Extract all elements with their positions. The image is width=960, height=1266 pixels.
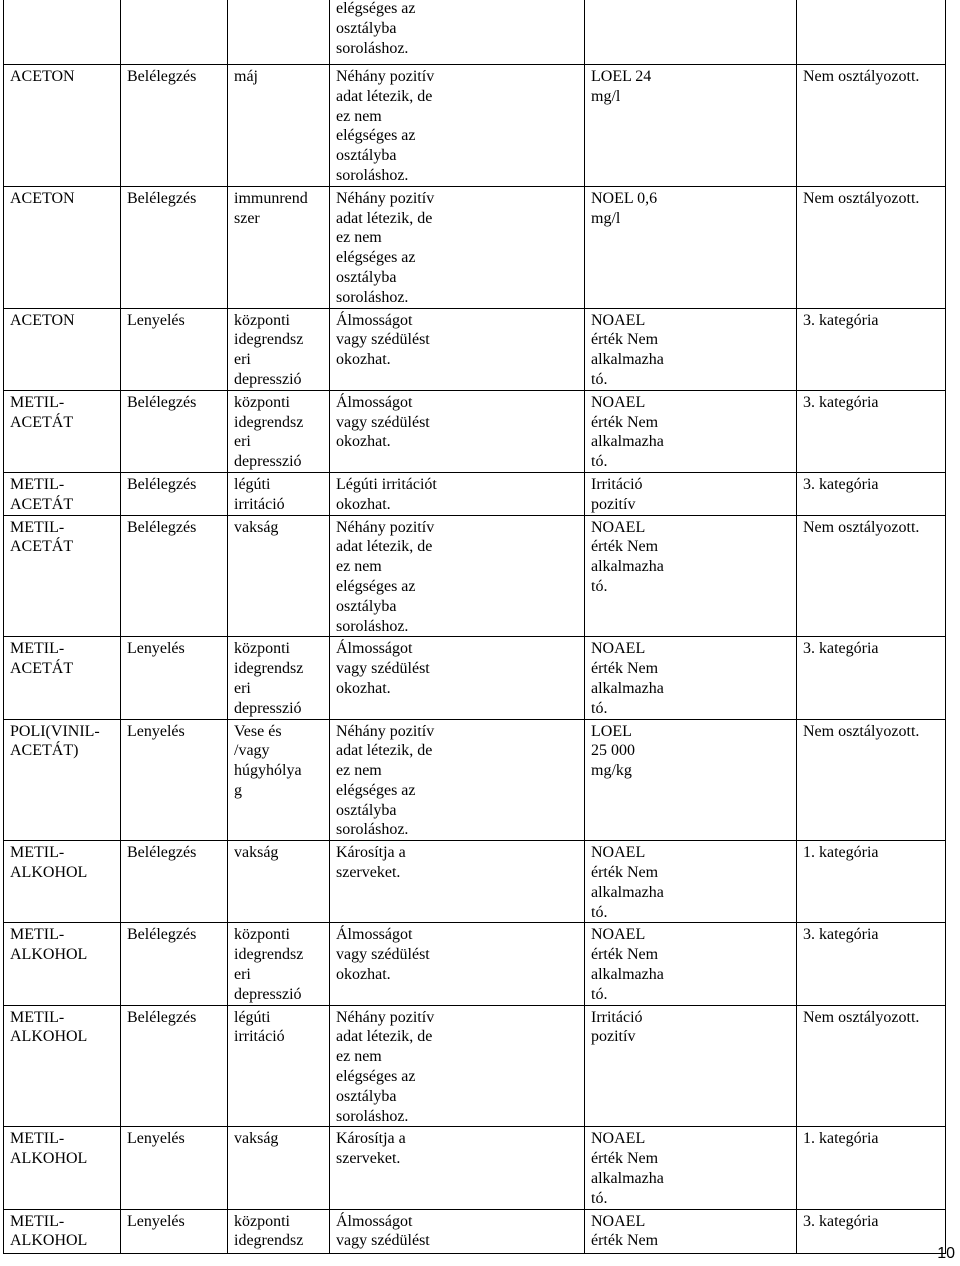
route-cell: Lenyelés bbox=[121, 1209, 228, 1253]
substance-cell: ACETON bbox=[4, 65, 121, 187]
classification-cell: Nem osztályozott. bbox=[797, 65, 946, 187]
value-cell: Irritáció pozitív bbox=[585, 1005, 797, 1127]
organ-cell: központi idegrendsz eri depresszió bbox=[228, 308, 330, 390]
organ-cell: máj bbox=[228, 65, 330, 187]
route-cell: Belélegzés bbox=[121, 1005, 228, 1127]
value-cell: NOAEL érték Nem bbox=[585, 1209, 797, 1253]
organ-cell: központi idegrendsz bbox=[228, 1209, 330, 1253]
value-cell: NOAEL érték Nem alkalmazha tó. bbox=[585, 390, 797, 472]
classification-cell: Nem osztályozott. bbox=[797, 515, 946, 637]
substance-cell: METIL- ACETÁT bbox=[4, 637, 121, 719]
classification-cell: 3. kategória bbox=[797, 390, 946, 472]
table-row bbox=[4, 1209, 946, 1253]
substance-cell: METIL- ACETÁT bbox=[4, 515, 121, 637]
page-number: 10 bbox=[937, 1245, 955, 1262]
route-cell: Lenyelés bbox=[121, 719, 228, 841]
value-cell bbox=[585, 0, 797, 65]
classification-cell: 3. kategória bbox=[797, 1209, 946, 1253]
effect-cell: Néhány pozitív adat létezik, de ez nem elégséges az osztályba soroláshoz. bbox=[330, 719, 585, 841]
classification-cell: Nem osztályozott. bbox=[797, 1005, 946, 1127]
organ-cell bbox=[228, 0, 330, 65]
effect-cell: Néhány pozitív adat létezik, de ez nem elégséges az osztályba soroláshoz. bbox=[330, 65, 585, 187]
organ-cell: központi idegrendsz eri depresszió bbox=[228, 390, 330, 472]
table-row bbox=[4, 637, 946, 719]
organ-cell: immunrend szer bbox=[228, 186, 330, 308]
effect-cell: Álmosságot vagy szédülést bbox=[330, 1209, 585, 1253]
route-cell: Belélegzés bbox=[121, 923, 228, 1005]
classification-cell: Nem osztályozott. bbox=[797, 719, 946, 841]
classification-cell: 3. kategória bbox=[797, 472, 946, 515]
effect-cell: Álmosságot vagy szédülést okozhat. bbox=[330, 923, 585, 1005]
effect-cell: Légúti irritációt okozhat. bbox=[330, 472, 585, 515]
substance-cell: METIL- ACETÁT bbox=[4, 472, 121, 515]
table-row bbox=[4, 472, 946, 515]
table-row bbox=[4, 1005, 946, 1127]
classification-cell bbox=[797, 0, 946, 65]
organ-cell: légúti irritáció bbox=[228, 1005, 330, 1127]
route-cell bbox=[121, 0, 228, 65]
table-row bbox=[4, 65, 946, 187]
substance-cell: ACETON bbox=[4, 308, 121, 390]
table-row bbox=[4, 923, 946, 1005]
value-cell: NOAEL érték Nem alkalmazha tó. bbox=[585, 923, 797, 1005]
classification-cell: 3. kategória bbox=[797, 308, 946, 390]
effect-cell: Károsítja a szerveket. bbox=[330, 1127, 585, 1209]
effect-cell: Álmosságot vagy szédülést okozhat. bbox=[330, 308, 585, 390]
substance-cell: METIL- ALKOHOL bbox=[4, 1005, 121, 1127]
table-row bbox=[4, 1127, 946, 1209]
classification-cell: 3. kategória bbox=[797, 923, 946, 1005]
route-cell: Belélegzés bbox=[121, 65, 228, 187]
effect-cell: Néhány pozitív adat létezik, de ez nem elégséges az osztályba soroláshoz. bbox=[330, 186, 585, 308]
route-cell: Lenyelés bbox=[121, 308, 228, 390]
classification-cell: Nem osztályozott. bbox=[797, 186, 946, 308]
route-cell: Belélegzés bbox=[121, 472, 228, 515]
table-row bbox=[4, 841, 946, 923]
classification-cell: 3. kategória bbox=[797, 637, 946, 719]
substance-cell bbox=[4, 0, 121, 65]
route-cell: Belélegzés bbox=[121, 390, 228, 472]
value-cell: NOAEL érték Nem alkalmazha tó. bbox=[585, 841, 797, 923]
route-cell: Belélegzés bbox=[121, 186, 228, 308]
substance-cell: ACETON bbox=[4, 186, 121, 308]
organ-cell: központi idegrendsz eri depresszió bbox=[228, 923, 330, 1005]
classification-cell: 1. kategória bbox=[797, 1127, 946, 1209]
substance-cell: METIL- ALKOHOL bbox=[4, 1127, 121, 1209]
table-row bbox=[4, 0, 946, 65]
table-row bbox=[4, 515, 946, 637]
value-cell: LOEL 24 mg/l bbox=[585, 65, 797, 187]
effect-cell: Álmosságot vagy szédülést okozhat. bbox=[330, 390, 585, 472]
classification-cell: 1. kategória bbox=[797, 841, 946, 923]
table-row bbox=[4, 390, 946, 472]
substance-cell: METIL- ALKOHOL bbox=[4, 841, 121, 923]
effect-cell: Néhány pozitív adat létezik, de ez nem elégséges az osztályba soroláshoz. bbox=[330, 1005, 585, 1127]
value-cell: Irritáció pozitív bbox=[585, 472, 797, 515]
substance-cell: METIL- ALKOHOL bbox=[4, 923, 121, 1005]
effect-cell: Néhány pozitív adat létezik, de ez nem elégséges az osztályba soroláshoz. bbox=[330, 515, 585, 637]
value-cell: NOAEL érték Nem alkalmazha tó. bbox=[585, 637, 797, 719]
organ-cell: vakság bbox=[228, 515, 330, 637]
organ-cell: vakság bbox=[228, 1127, 330, 1209]
value-cell: NOAEL érték Nem alkalmazha tó. bbox=[585, 1127, 797, 1209]
substance-cell: METIL- ACETÁT bbox=[4, 390, 121, 472]
route-cell: Belélegzés bbox=[121, 515, 228, 637]
value-cell: NOAEL érték Nem alkalmazha tó. bbox=[585, 515, 797, 637]
value-cell: NOEL 0,6 mg/l bbox=[585, 186, 797, 308]
substance-cell: POLI(VINIL- ACETÁT) bbox=[4, 719, 121, 841]
route-cell: Belélegzés bbox=[121, 841, 228, 923]
table-row bbox=[4, 719, 946, 841]
route-cell: Lenyelés bbox=[121, 637, 228, 719]
value-cell: NOAEL érték Nem alkalmazha tó. bbox=[585, 308, 797, 390]
table-row bbox=[4, 308, 946, 390]
organ-cell: vakság bbox=[228, 841, 330, 923]
value-cell: LOEL 25 000 mg/kg bbox=[585, 719, 797, 841]
table-row bbox=[4, 186, 946, 308]
organ-cell: Vese és /vagy húgyhólya g bbox=[228, 719, 330, 841]
organ-cell: légúti irritáció bbox=[228, 472, 330, 515]
effect-cell: Károsítja a szerveket. bbox=[330, 841, 585, 923]
toxicity-table bbox=[3, 0, 946, 1254]
route-cell: Lenyelés bbox=[121, 1127, 228, 1209]
organ-cell: központi idegrendsz eri depresszió bbox=[228, 637, 330, 719]
substance-cell: METIL- ALKOHOL bbox=[4, 1209, 121, 1253]
effect-cell: Álmosságot vagy szédülést okozhat. bbox=[330, 637, 585, 719]
effect-cell: elégséges az osztályba soroláshoz. bbox=[330, 0, 585, 65]
